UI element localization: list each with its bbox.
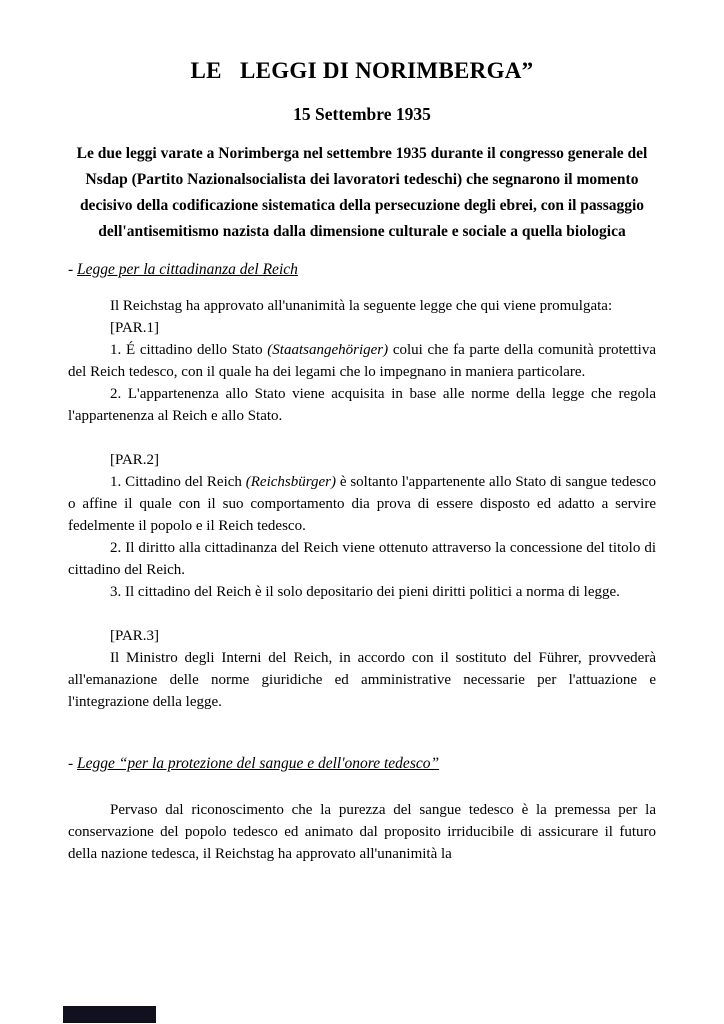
law2-intro-paragraph: Pervaso dal riconoscimento che la purezza del sangue tedesco è la premessa per la conservazione del popolo tedesco ed animato dal proposito irriducibile di assicurare il futuro della nazione tedesca, il Reichstag ha approvato all'unanimità la [68, 802, 656, 862]
footer-bar [63, 1006, 156, 1023]
document-title: LE LEGGI DI NORIMBERGA” [190, 58, 534, 83]
spacer [68, 603, 656, 625]
law1-par3-label: [PAR.3] [110, 628, 160, 644]
law1-par1-item1-german-term: (Staatsangehöriger) [267, 342, 389, 358]
law1-par2-label: [PAR.2] [110, 452, 160, 468]
spacer [68, 427, 656, 449]
law1-par2-item2: 2. Il diritto alla cittadinanza del Reich viene ottenuto attraverso la concessione del titolo di cittadino del Reich. [68, 540, 656, 578]
law1-par2-item1-post: è soltanto l'appartenente allo Stato di sangue tedesco o affine il quale con il suo comportamento dia prova di essere disposto ed adatto a servire fedelmente il popolo e il Reich tedesco. [68, 474, 656, 534]
law1-par2-item1 [68, 471, 656, 537]
law1-par1-item1-pre: 1. É cittadino dello Stato [110, 342, 268, 358]
law1-par2-item1-pre: 1. Cittadino del Reich [110, 474, 246, 490]
law1-par1-item2: 2. L'appartenenza allo Stato viene acquisita in base alle norme della legge che regola l'appartenenza al Reich e allo Stato. [68, 386, 656, 424]
document-date: 15 Settembre 1935 [293, 104, 431, 124]
document-intro: Le due leggi varate a Norimberga nel settembre 1935 durante il congresso generale del Nsdap (Partito Nazionalsocialista dei lavoratori tedeschi) che segnarono il momento decisivo della codificazione sistematica della persecuzione degli ebrei, con il passaggio dell'antisemitismo nazista dalla dimensione culturale e sociale a quella biologica [76, 145, 648, 240]
law1-par3-text: Il Ministro degli Interni del Reich, in accordo con il sostituto del Führer, provvederà all'emanazione delle norme giuridiche ed amministrative necessarie per l'attuazione e l'integrazione della legge. [68, 650, 656, 710]
law1-heading-text: Legge per la cittadinanza del Reich [77, 261, 298, 278]
law1-par1-item1-post: colui che fa parte della comunità protettiva del Reich tedesco, con il quale ha dei legami che lo impegnano in maniera particolare. [68, 342, 656, 380]
law2-heading-dash: - [68, 755, 78, 772]
law1-par1-label: [PAR.1] [110, 320, 160, 336]
law1-par2-item3: 3. Il cittadino del Reich è il solo depositario dei pieni diritti politici a norma di legge. [110, 584, 620, 600]
law1-par1-item1 [68, 339, 656, 383]
law1-intro-paragraph: Il Reichstag ha approvato all'unanimità la seguente legge che qui viene promulgata: [110, 298, 613, 314]
law1-par2-item1-german-term: (Reichsbürger) [245, 474, 336, 490]
law1-heading-dash: - [68, 261, 78, 278]
law2-heading-text: Legge “per la protezione del sangue e dell'onore tedesco” [77, 755, 440, 772]
law1-heading [68, 259, 656, 281]
law2-heading [68, 753, 656, 775]
